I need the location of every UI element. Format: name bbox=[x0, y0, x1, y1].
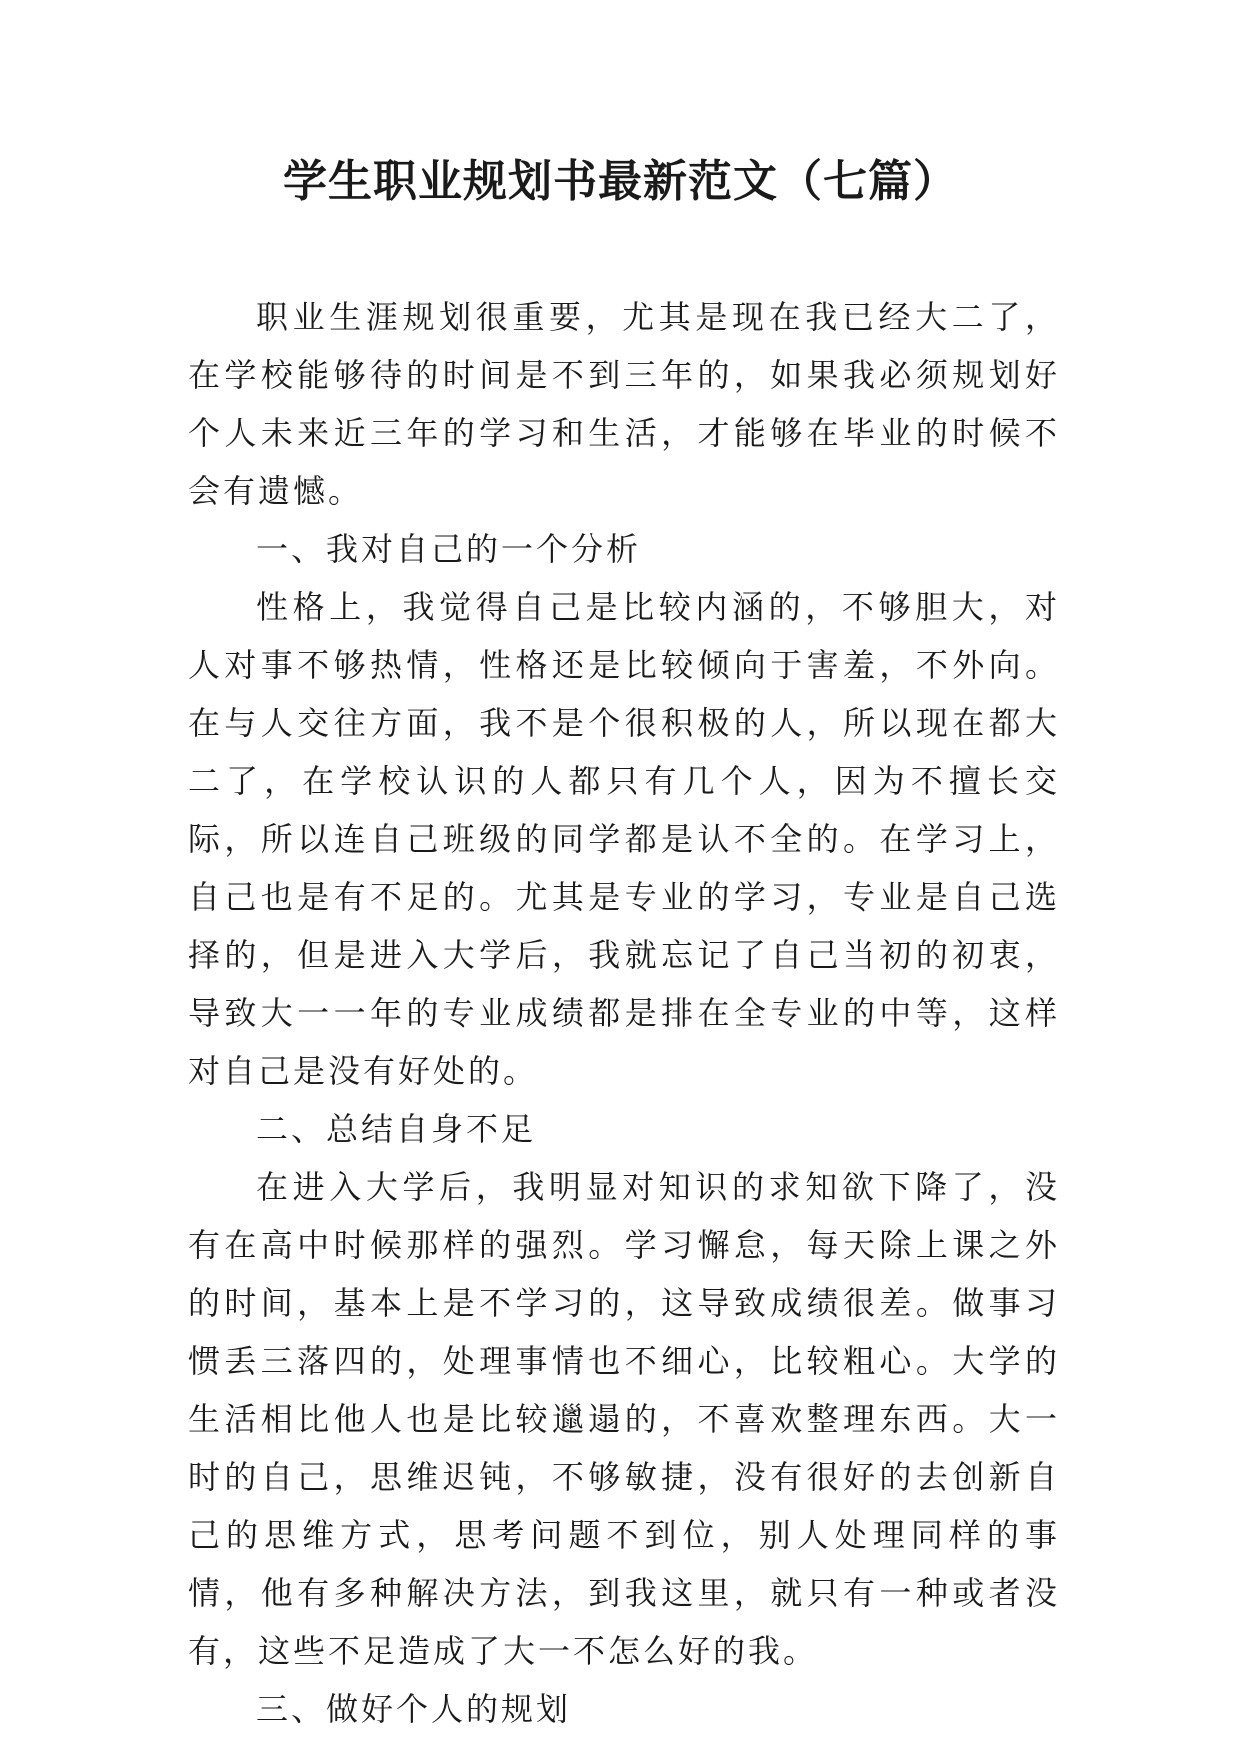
paragraph-self-analysis: 性格上，我觉得自己是比较内涵的，不够胆大，对人对事不够热情，性格还是比较倾向于害羞，不外向。在与人交往方面，我不是个很积极的人，所以现在都大二了，在学校认识的人都只有几个人，因为不擅长交际，所以连自己班级的同学都是认不全的。在学习上，自己也是有不足的。尤其是专业的学习，专业是自己选择的，但是进入大学后，我就忘记了自己当初的初衷，导致大一一年的专业成绩都是排在全专业的中等，这样对自己是没有好处的。 bbox=[188, 588, 1060, 1090]
paragraph-shortcomings: 在进入大学后，我明显对知识的求知欲下降了，没有在高中时候那样的强烈。学习懈怠，每天除上课之外的时间，基本上是不学习的，这导致成绩很差。做事习惯丢三落四的，处理事情也不细心，比较粗心。大学的生活相比他人也是比较邋遢的，不喜欢整理东西。大一时的自己，思维迟钝，不够敏捷，没有很好的去创新自己的思维方式，思考问题不到位，别人处理同样的事情，他有多种解决方法，到我这里，就只有一种或者没有，这些不足造成了大一不怎么好的我。 bbox=[188, 1168, 1060, 1670]
section-heading-self-analysis: 一、我对自己的一个分析 bbox=[256, 530, 642, 568]
document-body bbox=[188, 288, 1060, 1738]
paragraph-intro: 职业生涯规划很重要，尤其是现在我已经大二了，在学校能够待的时间是不到三年的，如果我必须规划好个人未来近三年的学习和生活，才能够在毕业的时候不会有遗憾。 bbox=[188, 298, 1060, 510]
section-heading-personal-plan: 三、做好个人的规划 bbox=[256, 1690, 572, 1728]
section-heading-shortcomings: 二、总结自身不足 bbox=[256, 1110, 537, 1148]
document-title: 学生职业规划书最新范文（七篇） bbox=[283, 156, 958, 207]
